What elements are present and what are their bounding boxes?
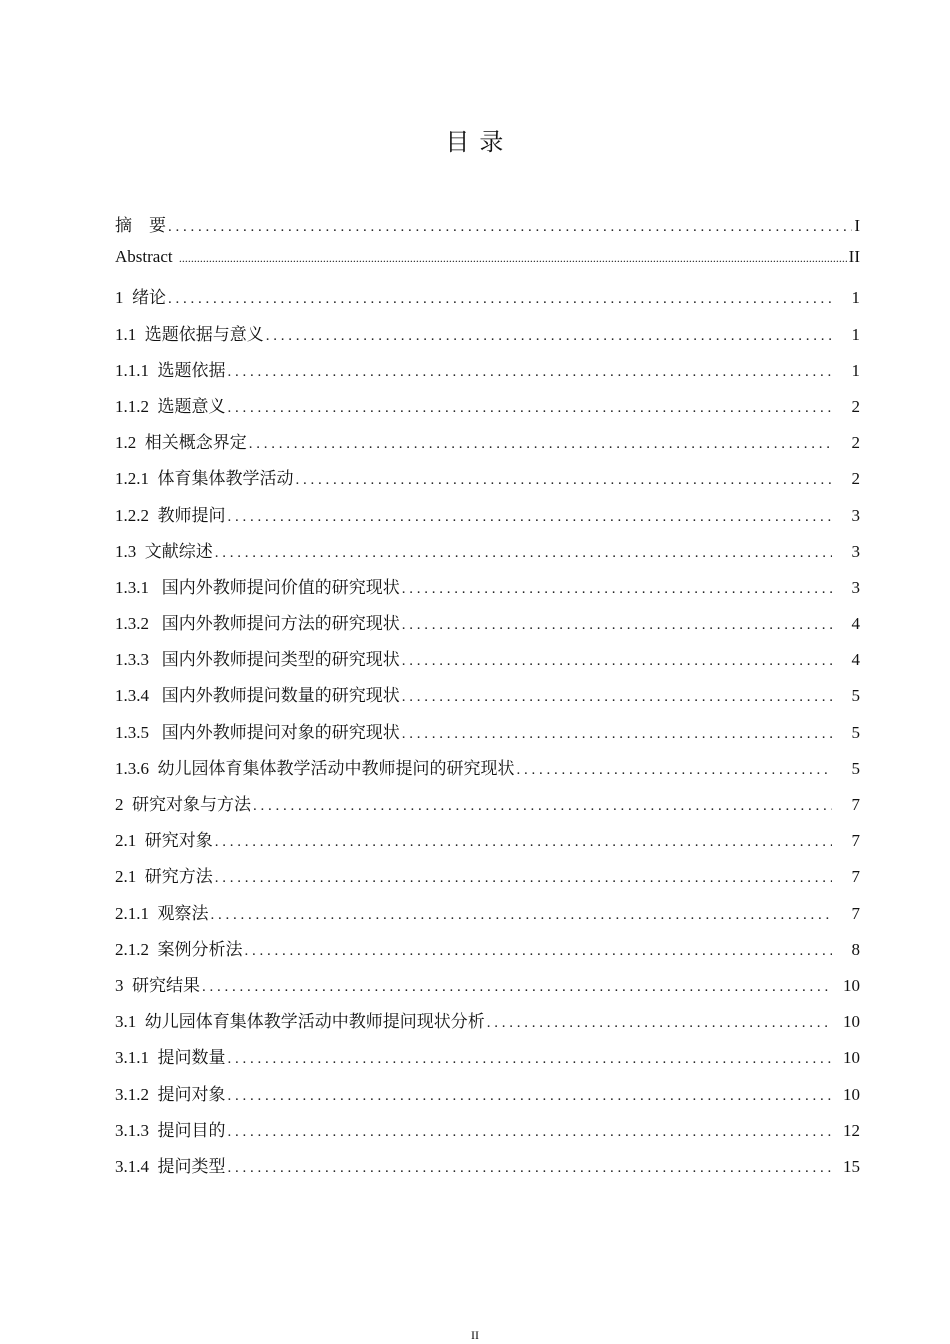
toc-entry-label: 3.1.1 提问数量 (115, 1048, 226, 1068)
toc-entry-label: 3 研究结果 (115, 975, 200, 995)
toc-entry-page: 7 (851, 795, 860, 814)
toc-entry-page: 7 (851, 831, 860, 851)
dot-leader (228, 1124, 833, 1141)
dot-leader (215, 545, 832, 562)
toc-entry-page: 15 (843, 1156, 860, 1176)
toc-entry-label: 3.1.2 提问对象 (115, 1084, 226, 1104)
toc-entry-page: 4 (851, 614, 860, 634)
toc-entry-page: 10 (843, 975, 860, 995)
dot-leader (402, 617, 832, 634)
toc-entry-page: 1 (851, 324, 860, 344)
toc-entry-label: 3.1.3 提问目的 (115, 1120, 226, 1140)
dot-leader (402, 726, 832, 743)
toc-entry-page: II (848, 247, 860, 267)
toc-entry[interactable] (115, 609, 860, 645)
toc-entry-abstract-en[interactable] (115, 247, 860, 283)
dot-leader (168, 291, 832, 308)
dot-leader (296, 472, 833, 489)
toc-entry-page: 12 (843, 1120, 860, 1140)
toc-entry-label: 1.2.1 体育集体教学活动 (115, 469, 294, 489)
dot-leader (228, 509, 833, 526)
dot-leader (179, 250, 847, 267)
toc-entry-label: 1.2.2 教师提问 (115, 505, 226, 525)
toc-entry-label: 3.1.4 提问类型 (115, 1156, 226, 1176)
toc-entry-page: 3 (851, 541, 860, 561)
toc-entry-page: 4 (851, 650, 860, 670)
toc-entry-page: 2 (851, 469, 860, 489)
toc-entry-label: 1.2 相关概念界定 (115, 433, 247, 453)
dot-leader (228, 364, 833, 381)
toc-entry-page: 7 (851, 903, 860, 923)
toc-entry[interactable] (115, 1080, 860, 1116)
toc-entry[interactable] (115, 1043, 860, 1079)
toc-entry-page: 5 (851, 758, 860, 778)
toc-entry-label: 3.1 幼儿园体育集体教学活动中教师提问现状分析 (115, 1012, 485, 1032)
dot-leader (202, 979, 832, 996)
dot-leader (249, 436, 832, 453)
toc-entry[interactable] (115, 645, 860, 681)
dot-leader (402, 689, 832, 706)
toc-entry-label: 摘 要 (115, 216, 166, 235)
toc-entry-page: 1 (851, 288, 860, 308)
toc-entry-label: 2 研究对象与方法 (115, 795, 251, 814)
toc-entry-label: 2.1 研究对象 (115, 831, 213, 851)
dot-leader (253, 798, 832, 815)
dot-leader (211, 907, 833, 924)
toc-entry-page: 8 (851, 939, 860, 959)
table-of-contents (115, 211, 860, 1188)
dot-leader (487, 1015, 832, 1032)
toc-entry-label: 1.3.2 国内外教师提问方法的研究现状 (115, 614, 400, 634)
toc-entry[interactable] (115, 392, 860, 428)
toc-entry-label: Abstract (115, 247, 177, 267)
toc-entry-page: 3 (851, 505, 860, 525)
toc-entry-label: 1.1.1 选题依据 (115, 360, 226, 380)
dot-leader (215, 870, 832, 887)
toc-entry[interactable] (115, 501, 860, 537)
toc-entry-label: 1 绪论 (115, 288, 166, 308)
toc-entry-page: 10 (843, 1048, 860, 1068)
toc-entry-label: 1.1 选题依据与意义 (115, 324, 264, 344)
toc-entry[interactable] (115, 935, 860, 971)
toc-entry[interactable] (115, 428, 860, 464)
toc-entry[interactable] (115, 1116, 860, 1152)
toc-entry-page: I (854, 216, 860, 235)
toc-entry[interactable] (115, 826, 860, 862)
toc-entry[interactable] (115, 1152, 860, 1188)
dot-leader (228, 400, 833, 417)
dot-leader (402, 581, 832, 598)
toc-entry-page: 10 (843, 1084, 860, 1104)
dot-leader (517, 762, 833, 779)
toc-entry[interactable] (115, 1007, 860, 1043)
toc-entry-label: 2.1 研究方法 (115, 867, 213, 887)
toc-entry[interactable] (115, 790, 860, 826)
toc-entry-label: 1.3.1 国内外教师提问价值的研究现状 (115, 577, 400, 597)
dot-leader (402, 653, 832, 670)
toc-entry-label: 1.3 文献综述 (115, 541, 213, 561)
toc-entry[interactable] (115, 320, 860, 356)
toc-entry-page: 5 (851, 722, 860, 742)
toc-entry[interactable] (115, 356, 860, 392)
toc-entry-page: 10 (843, 1012, 860, 1032)
toc-entry[interactable] (115, 971, 860, 1007)
toc-entry[interactable] (115, 754, 860, 790)
toc-entry-label: 2.1.1 观察法 (115, 903, 209, 923)
toc-entry-label: 1.3.5 国内外教师提问对象的研究现状 (115, 722, 400, 742)
toc-entry-label: 1.3.6 幼儿园体育集体教学活动中教师提问的研究现状 (115, 758, 515, 778)
dot-leader (168, 219, 852, 236)
toc-entry-abstract-cn[interactable] (115, 211, 860, 247)
toc-entry-label: 1.3.3 国内外教师提问类型的研究现状 (115, 650, 400, 670)
toc-entry-page: 3 (851, 577, 860, 597)
toc-entry-page: 1 (851, 360, 860, 380)
dot-leader (245, 943, 833, 960)
toc-entry-label: 1.1.2 选题意义 (115, 396, 226, 416)
toc-entry-page: 2 (851, 433, 860, 453)
dot-leader (215, 834, 832, 851)
toc-entry[interactable] (115, 681, 860, 717)
dot-leader (266, 328, 832, 345)
toc-entry-page: 7 (851, 867, 860, 887)
page-number: II (471, 1328, 479, 1342)
dot-leader (228, 1160, 833, 1177)
toc-entry[interactable] (115, 283, 860, 319)
dot-leader (228, 1088, 833, 1105)
page-title: 目 录 (445, 128, 505, 156)
toc-entry[interactable] (115, 464, 860, 500)
toc-entry-page: 5 (851, 686, 860, 706)
toc-entry-label: 1.3.4 国内外教师提问数量的研究现状 (115, 686, 400, 706)
toc-entry-label: 2.1.2 案例分析法 (115, 939, 243, 959)
toc-entry[interactable] (115, 573, 860, 609)
toc-entry-page: 2 (851, 396, 860, 416)
dot-leader (228, 1051, 833, 1068)
toc-entry[interactable] (115, 899, 860, 935)
toc-entry[interactable] (115, 537, 860, 573)
toc-entry[interactable] (115, 862, 860, 898)
toc-entry[interactable] (115, 718, 860, 754)
